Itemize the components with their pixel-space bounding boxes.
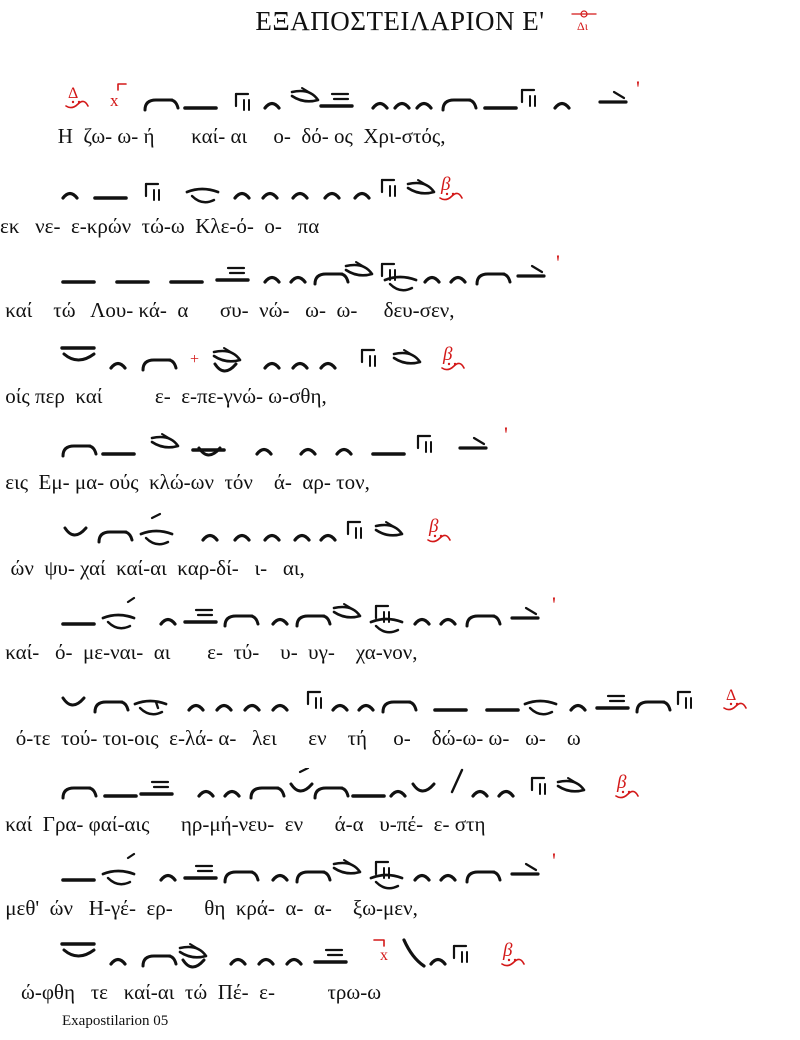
svg-text:x: x [110, 91, 119, 110]
lyric-text: καί τώ Λου- κά- α συ- νώ- ω- ω- δευ-σεν, [0, 298, 455, 322]
lyric-text: καί Γρα- φαί-αις ηρ-μή-νευ- εν ά-α υ-πέ- ε- στη [0, 812, 486, 836]
lyric-text: Η ζω- ω- ή καί- αι ο- δό- ος Χρι-στός, [0, 124, 446, 148]
svg-text:': ' [504, 426, 508, 447]
neume-row [0, 426, 800, 466]
svg-text:': ' [556, 254, 560, 275]
footer-label: Exapostilarion 05 [62, 1013, 169, 1029]
neume-row [0, 340, 800, 380]
neume-row [0, 170, 800, 210]
neume-row [0, 768, 800, 808]
neume-row [0, 80, 800, 120]
neume-row [0, 936, 800, 976]
lyric-text: καί- ό- με-ναι- αι ε- τύ- υ- υγ- χα-νον, [0, 640, 418, 664]
lyric-text: μεθ' ών Η-γέ- ερ- θη κρά- α- α- ξω-μεν, [0, 896, 418, 920]
svg-text:': ' [636, 80, 640, 101]
svg-text:': ' [552, 596, 556, 617]
lyric-text: ό-τε τού- τοι-οις ε-λά- α- λει εν τή ο- δώ-ω- ω- ω- ω [0, 726, 581, 750]
neume-row [0, 596, 800, 636]
svg-text:': ' [552, 852, 556, 873]
page-title: ΕΞΑΠΟΣΤΕΙΛΑΡΙΟΝ Ε' [255, 6, 545, 36]
neume-row [0, 512, 800, 552]
neume-row [0, 682, 800, 722]
lyric-text: οίς περ καί ε- ε-πε-γνώ- ω-σθη, [0, 384, 327, 408]
tone-mark-icon [568, 6, 602, 34]
lyric-text: ών ψυ- χαί καί-αι καρ-δί- ι- αι, [0, 556, 305, 580]
neume-row [0, 254, 800, 294]
lyric-text: εις Εμ- μα- ούς κλώ-ων τόν ά- αρ- τον, [0, 470, 370, 494]
neume-row [0, 852, 800, 892]
lyric-text: εκ νε- ε-κρών τώ-ω Κλε-ό- ο- πα [0, 214, 320, 238]
svg-text:+: + [190, 351, 200, 368]
svg-text:Δι: Δι [577, 19, 588, 33]
svg-text:x: x [380, 947, 388, 964]
lyric-text: ώ-φθη τε καί-αι τώ Πέ- ε- τρω-ω [0, 980, 382, 1004]
